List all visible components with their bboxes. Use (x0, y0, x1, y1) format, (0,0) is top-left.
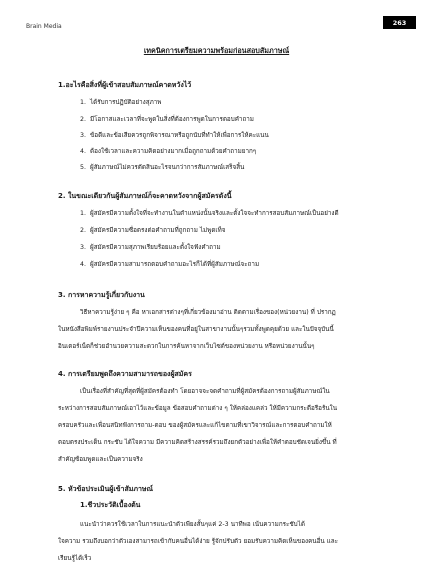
section-2-heading: 2. ในขณะเดียวกันผู้สัมภาษณ์ก็จะคาดหวังจากผู้สมัครดังนี้ (58, 192, 232, 200)
paragraph-line: เรียนรู้ได้เร็ว (58, 555, 92, 562)
paragraph-line: ระหว่างการสอบสัมภาษณ์เอาไว้และข้อมูล ข้อสอบคำถามต่าง ๆ ให้คล่องแคล่ว ให้มีความกระตือรือร้นใน (58, 405, 338, 412)
section-4-heading: 4. การเตรียมพูดถึงความสามารถของผู้สมัคร (58, 370, 192, 378)
section-1-heading: 1.อะไรคือสิ่งที่ผู้เข้าสอบสัมภาษณ์คาดหวังไว้ (58, 81, 192, 89)
list-item: 1. ได้รับการปฏิบัติอย่างสุภาพ (80, 99, 162, 106)
paragraph-line: อินเตอร์เน็ตก็ช่วยอำนวยความสะดวกในการค้นหาจากเว็บไซต์ของหน่วยงาน หรือหน่วยงานนั้นๆ (58, 343, 315, 350)
brand-label: Brain Media (26, 23, 62, 30)
section-5-heading: 5. หัวข้อประเมินผู้เข้าสัมภาษณ์ (58, 485, 154, 493)
document-title: เทคนิคการเตรียมความพร้อมก่อนสอบสัมภาษณ์ (143, 46, 290, 55)
paragraph-line: เป็นเรื่องที่สำคัญที่สุดที่ผู้สมัครต้องทำ โดยอาจจะจดคำถามที่ผู้สมัครต้องการถามผู้สัมภาษณ์ใน (80, 388, 330, 395)
list-item: 2. มีโอกาสและเวลาที่จะพูดในสิ่งที่ต้องการพูดในการตอบคำถาม (80, 116, 254, 123)
paragraph-line: ตอบตรงประเด็น กระชับ ได้ใจความ มีความคิดสร้างสรรค์รวมถึงยกตัวอย่างเพื่อให้คำตอบชัดเจนยิ่งขึ้น ที่ (58, 439, 337, 446)
list-item: 2. ผู้สมัครมีความซื่อตรงต่อคำถามที่ถูกถาม ไม่พูดเท็จ (80, 227, 226, 234)
list-item: 4. ต้องใช้เวลาและความคิดอย่างมากเมื่อถูกถามด้วยคำถามยากๆ (80, 148, 257, 155)
paragraph-line: ใจความ รวมถึงบอกว่าตัวเองสามารถเข้ากับคนอื่นได้ง่าย รู้จักปรับตัว ยอมรับความคิดเห็นของคนอื่น และ (58, 538, 338, 545)
paragraph-line: ครอบครัวและเพื่อนสนิทฟังการถาม-ตอบ ของผู้สมัครและแก้ไขตามที่เขาวิจารณ์และการตอบคำถามให้ (58, 422, 332, 429)
list-item: 4. ผู้สมัครมีความสามารถตอบคำถามอะไรก็ได้ที่ผู้สัมภาษณ์จะถาม (80, 261, 260, 268)
subsection-heading: 1.ชีวประวัติเบื้องต้น (80, 501, 141, 509)
list-item: 5. ผู้สัมภาษณ์ไม่ควรตัดสินอะไรจนกว่าการสัมภาษณ์เสร็จสิ้น (80, 164, 245, 171)
list-item: 1. ผู้สมัครมีความตั้งใจที่จะทำงานในตำแหน่งนั้นจริงและตั้งใจจะทำการสอบสัมภาษณ์เป็นอย่างดี (80, 210, 339, 217)
page-number-badge: 263 (383, 16, 416, 29)
paragraph-line: ในหนังสือพิมพ์รายงานประจำปีความเห็นของคนที่อยู่ในสาขางานนั้นๆรวมทั้งพูดคุยด้วย และในปัจจุบันนี้ (58, 326, 334, 333)
section-3-heading: 3. การหาความรู้เกี่ยวกับงาน (58, 291, 145, 299)
paragraph-line: สำคัญซ้อมพูดและเป็นความจริง (58, 456, 143, 463)
paragraph-line: วิธีหาความรู้ง่าย ๆ คือ หาเอกสารต่างๆที่เกี่ยวข้องมาอ่าน ติดตามเรื่องของ(หน่วยงาน) ที่ ปรากฏ (80, 309, 336, 316)
list-item: 3. ผู้สมัครมีความสุภาพเรียบร้อยและตั้งใจฟังคำถาม (80, 244, 221, 251)
paragraph-line: แนะนำว่าควรใช้เวลาในการแนะนำตัวเพียงสั้นๆแค่ 2-3 นาทีพอ เน้นความกระชับได้ (80, 521, 305, 528)
list-item: 3. ข้อดีและข้อเสียควรถูกพิจารณาหรือถูกนับที่ทำให้เพื่อการให้คะแนน (80, 132, 269, 139)
